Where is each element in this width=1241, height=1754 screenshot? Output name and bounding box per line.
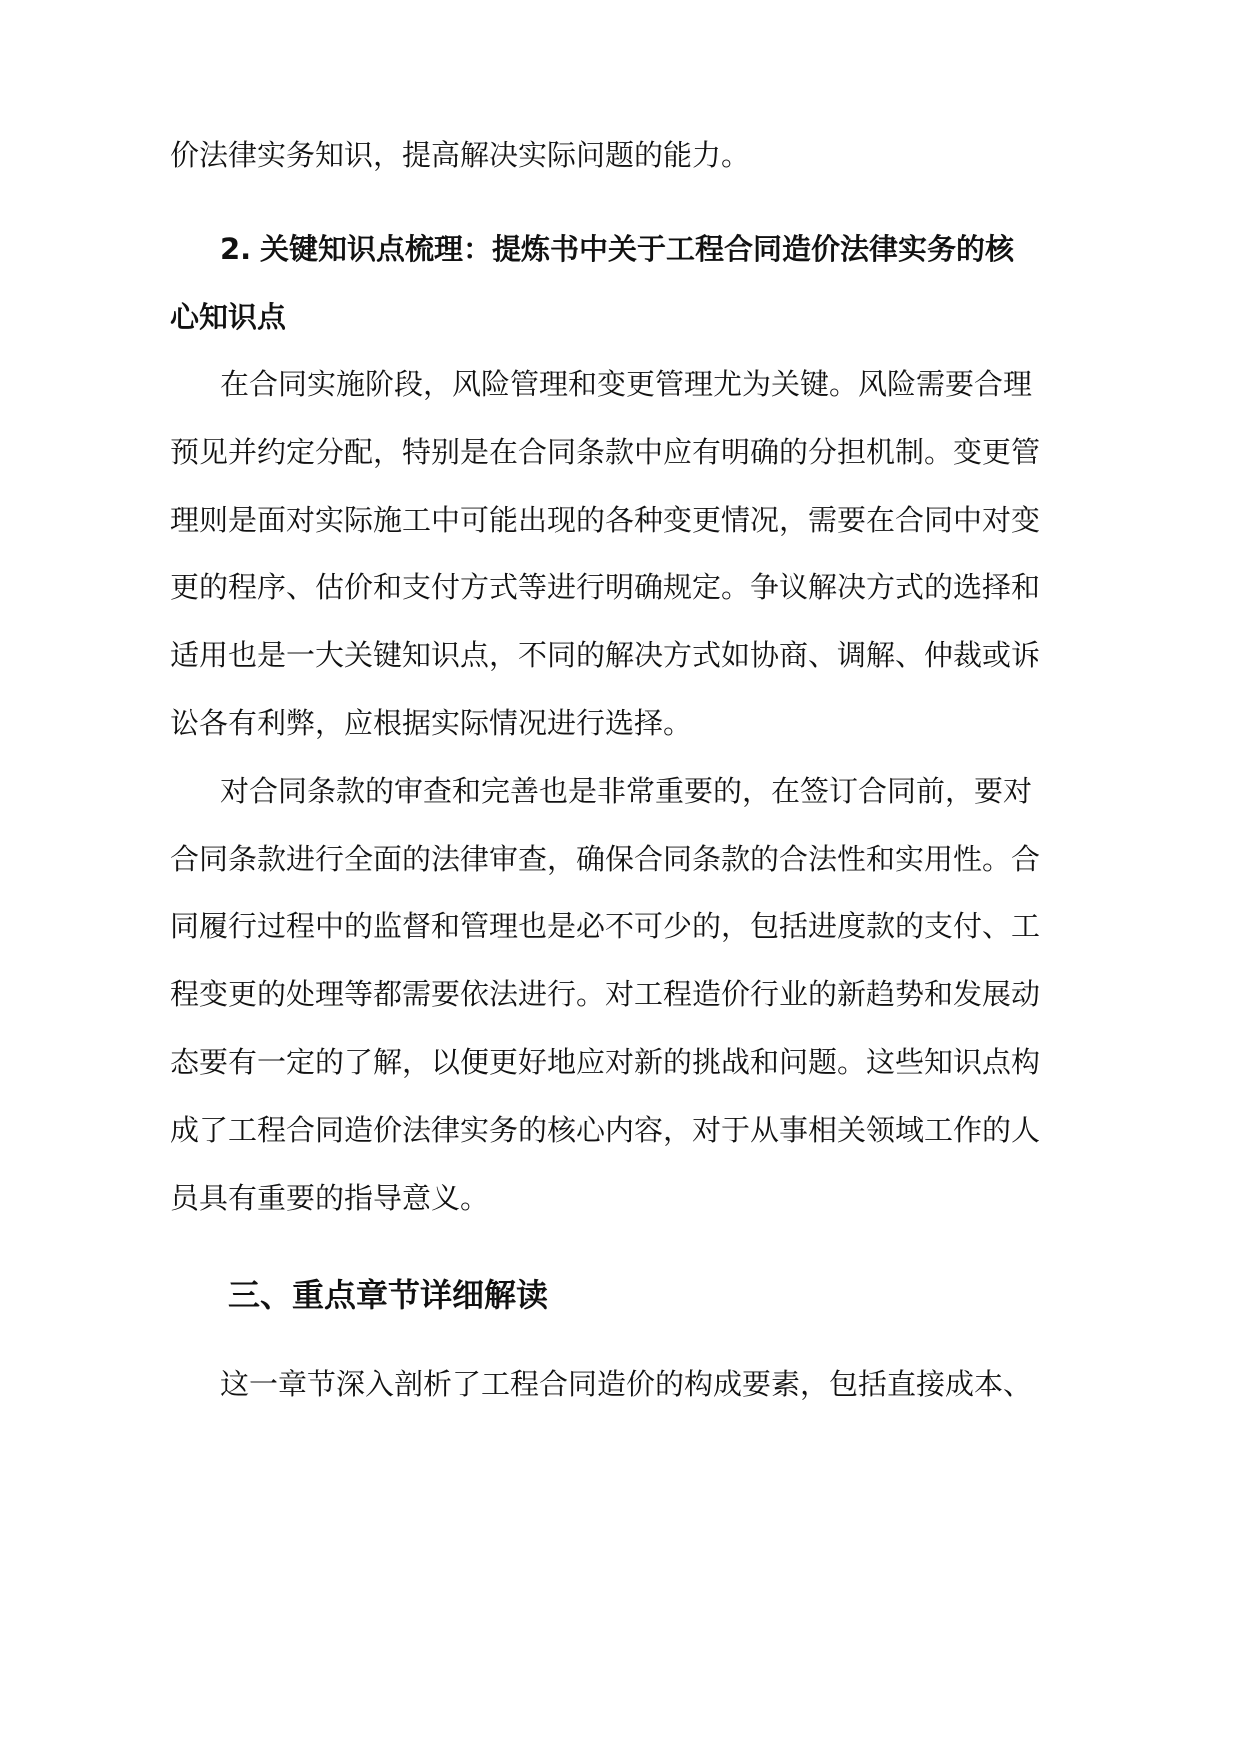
paragraph2-line: 态要有一定的了解，以便更好地应对新的挑战和问题。这些知识点构 (170, 1045, 1041, 1079)
paragraph2-line: 员具有重要的指导意义。 (170, 1181, 490, 1215)
paragraph3-line: 这一章节深入剖析了工程合同造价的构成要素，包括直接成本、 (220, 1367, 1033, 1401)
paragraph1-line: 讼各有利弊，应根据实际情况进行选择。 (170, 706, 693, 740)
paragraph2-line: 同履行过程中的监督和管理也是必不可少的，包括进度款的支付、工 (170, 909, 1041, 943)
paragraph1-line: 预见并约定分配，特别是在合同条款中应有明确的分担机制。变更管 (170, 435, 1041, 469)
section2-title-line1: 关键知识点梳理：提炼书中关于工程合同造价法律实务的核 (260, 232, 1015, 266)
paragraph1-line: 理则是面对实际施工中可能出现的各种变更情况，需要在合同中对变 (170, 503, 1041, 537)
section2-number: 2. (220, 232, 252, 266)
paragraph1-line: 在合同实施阶段，风险管理和变更管理尤为关键。风险需要合理 (220, 367, 1033, 401)
paragraph1-line: 适用也是一大关键知识点，不同的解决方式如协商、调解、仲裁或诉 (170, 638, 1041, 672)
intro-tail-line: 价法律实务知识，提高解决实际问题的能力。 (170, 138, 751, 172)
section3-heading: 三、重点章节详细解读 (228, 1276, 549, 1314)
paragraph2-line: 合同条款进行全面的法律审查，确保合同条款的合法性和实用性。合 (170, 842, 1041, 876)
paragraph1-line: 更的程序、估价和支付方式等进行明确规定。争议解决方式的选择和 (170, 570, 1041, 604)
section2-title-line2: 心知识点 (170, 300, 287, 334)
paragraph2-line: 程变更的处理等都需要依法进行。对工程造价行业的新趋势和发展动 (170, 977, 1041, 1011)
paragraph2-line: 对合同条款的审查和完善也是非常重要的，在签订合同前，要对 (220, 774, 1033, 808)
paragraph2-line: 成了工程合同造价法律实务的核心内容，对于从事相关领域工作的人 (170, 1113, 1041, 1147)
